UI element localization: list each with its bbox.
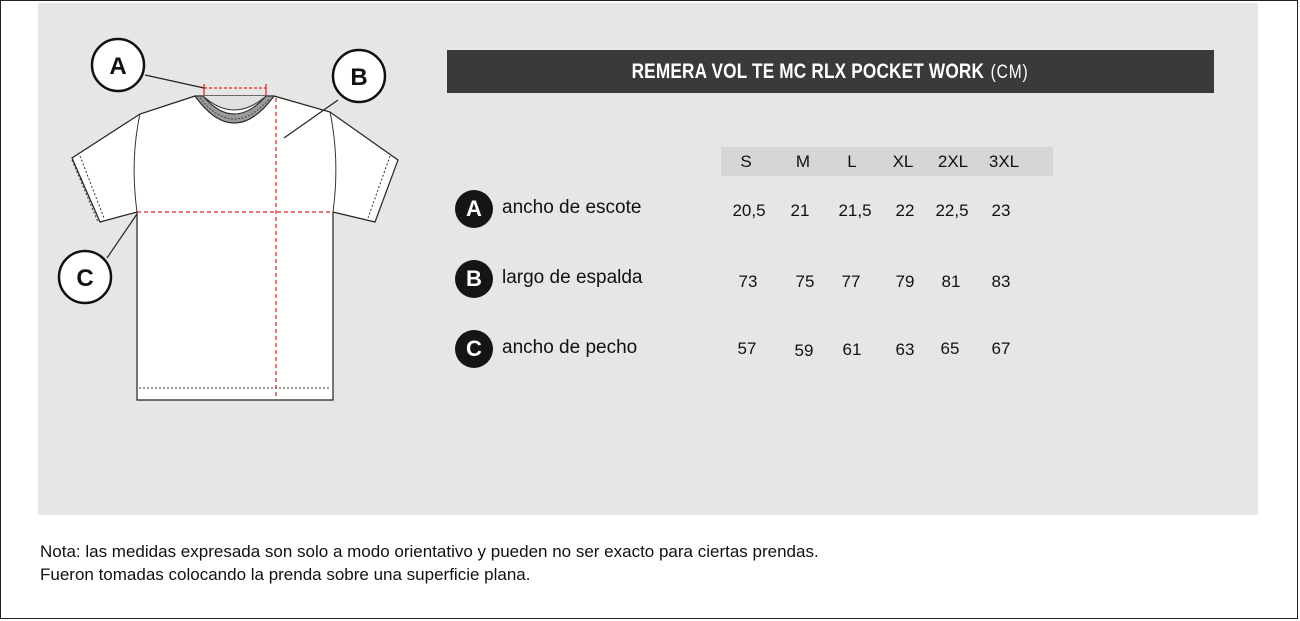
label-c: C	[76, 265, 94, 292]
label-b-circle	[333, 50, 385, 102]
tshirt-diagram	[0, 0, 440, 420]
value-b-l: 77	[841, 272, 861, 291]
row-label-chest-width: ancho de pecho	[502, 337, 638, 358]
row-badge-a: A	[455, 190, 493, 228]
row-label-back-length: largo de espalda	[502, 267, 643, 288]
value-c-m: 59	[794, 341, 814, 360]
chart-title-bar	[447, 50, 1214, 93]
row-badge-c: C	[455, 330, 493, 368]
size-m: M	[795, 152, 811, 171]
measurement-note	[40, 540, 819, 586]
size-xl: XL	[892, 152, 914, 171]
value-b-xl: 79	[895, 272, 915, 291]
note-line-1: Nota: las medidas expresada son solo a modo orientativo y pueden no ser exacto para ciertas prendas.	[40, 542, 819, 561]
size-header-row	[721, 147, 1053, 176]
size-3xl: 3XL	[988, 152, 1020, 171]
value-a-xl: 22	[895, 201, 915, 220]
value-c-xl: 63	[895, 340, 915, 359]
value-a-3xl: 23	[991, 201, 1011, 220]
label-c-circle	[59, 251, 111, 303]
value-c-l: 61	[842, 340, 862, 359]
value-b-2xl: 81	[941, 272, 961, 291]
value-a-l: 21,5	[838, 201, 872, 220]
value-c-s: 57	[737, 339, 757, 358]
value-b-3xl: 83	[991, 272, 1011, 291]
value-a-m: 21	[790, 201, 810, 220]
note-line-2: Fueron tomadas colocando la prenda sobre una superficie plana.	[40, 565, 531, 584]
label-a-circle	[92, 39, 144, 91]
row-badge-b: B	[455, 260, 493, 298]
size-s: S	[740, 152, 752, 171]
label-a: A	[109, 53, 127, 80]
value-b-m: 75	[795, 272, 815, 291]
value-c-3xl: 67	[991, 339, 1011, 358]
value-b-s: 73	[738, 272, 758, 291]
size-2xl: 2XL	[937, 152, 969, 171]
row-label-neck-width: ancho de escote	[502, 197, 642, 218]
value-c-2xl: 65	[940, 339, 960, 358]
chart-title: REMERA VOL TE MC RLX POCKET WORK	[632, 59, 985, 83]
chart-unit: (CM)	[991, 61, 1029, 83]
label-b: B	[350, 64, 368, 91]
value-a-2xl: 22,5	[935, 201, 969, 220]
size-l: L	[847, 152, 857, 171]
value-a-s: 20,5	[732, 201, 766, 220]
